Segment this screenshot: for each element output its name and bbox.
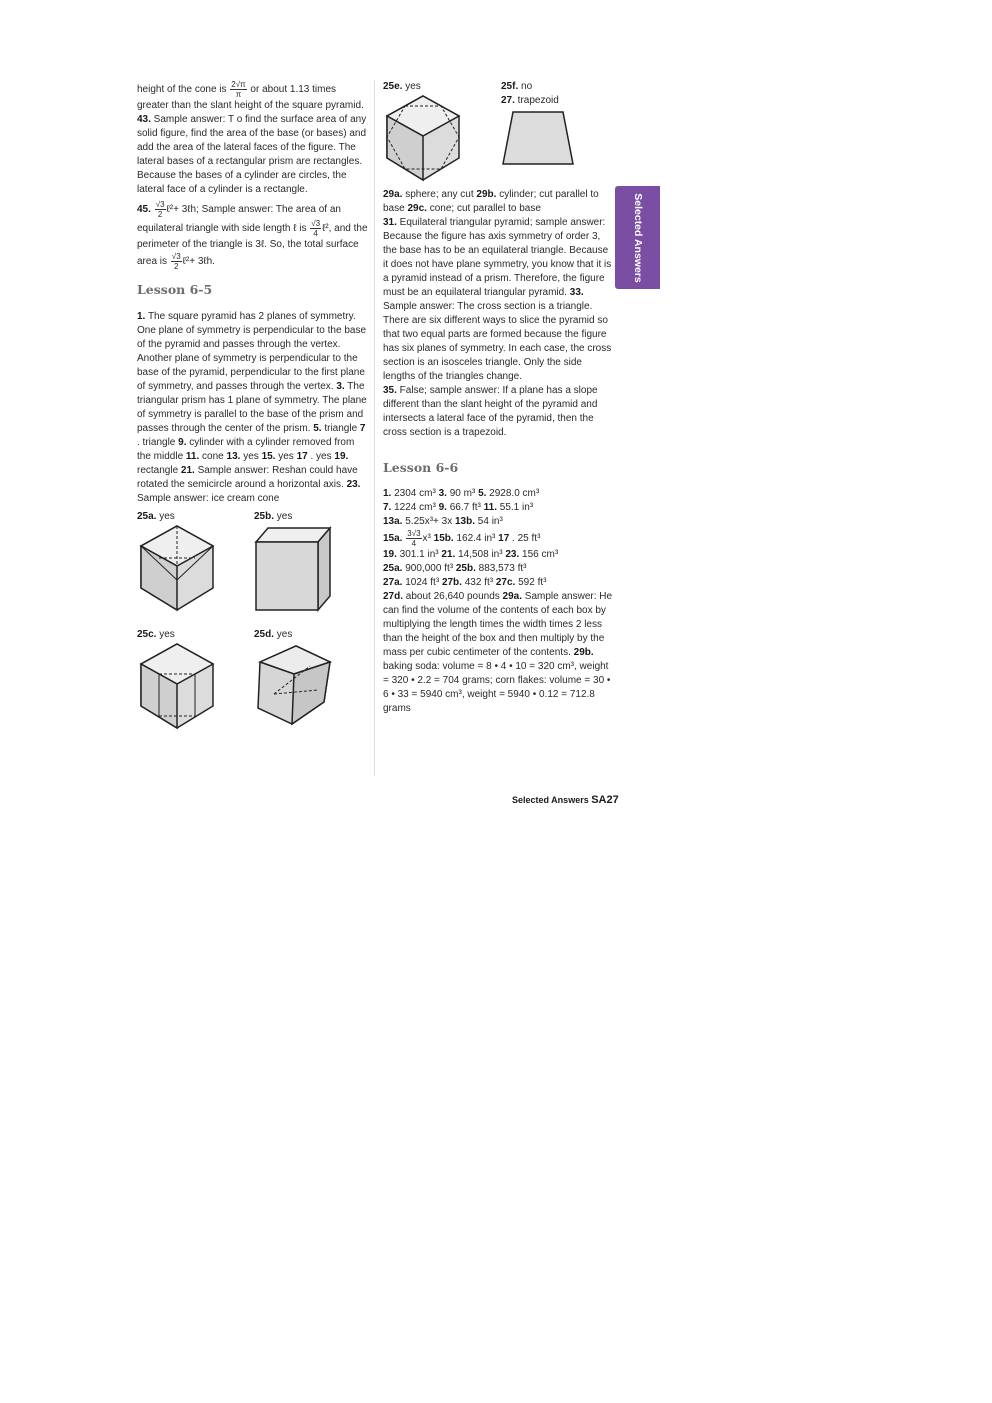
answer-line — [383, 515, 615, 529]
answer-text: 592 ft³ — [515, 577, 547, 588]
answer-number: 43. — [137, 114, 151, 125]
left-column — [137, 80, 369, 746]
answer-text: 900,000 ft³ — [402, 563, 456, 574]
paragraph-cone: height of the cone is $\frac{2√\pi}{\pi}$ or about 1.13 times greater than the slant height of the square pyramid. 43. Sample answer: T o find the surface area of any solid figure, find the area of the base (or bases) and add the area of the lateral faces of the figure. The lateral bases of a rectangular prism are rectangles. Because the bases of a cylinder are circles, the lateral face of a cylinder is a rectangle. — [137, 80, 367, 195]
answer-text: 432 ft³ — [461, 577, 496, 588]
answer-number: 25b. — [455, 563, 476, 574]
answer-text: 301.1 in³ — [396, 549, 442, 560]
answer-text: 90 m³ — [446, 488, 479, 499]
answer-number: 25a. — [383, 563, 403, 574]
answer-line — [383, 576, 615, 590]
answer-line — [383, 548, 615, 562]
answer-line — [383, 562, 615, 576]
answer-text: 883,573 ft³ — [475, 563, 527, 574]
answer-number: 5. — [478, 488, 487, 499]
figure-25a: 25a. yes — [137, 510, 217, 612]
answer-text: 156 cm³ — [519, 549, 559, 560]
answer-number: 45. — [137, 204, 151, 216]
paragraph-45: 45. $\frac{√3}{2}$ ℓ²+ 3ℓh; Sample answer: The area of an equilateral triangle with side length ℓ is $\frac{√3}{4}$ ℓ², and the perimeter of the triangle is 3ℓ. So, the total surface area is $\frac{√3}{2}$ ℓ²+ 3ℓh. — [137, 200, 368, 271]
paragraph-29-35: 29a. sphere; any cut 29b. cylinder; cut parallel to base 29c. cone; cut parallel to base 31. Equilateral triangular pyramid; sample answer: Because the figure has axis symmetry of order 3, the base has to be an equilateral triangle. Because it does not have plane symmetry, you know that it is a pyramid instead of a prism. Therefore, the figure must be an equilateral triangular pyramid. 33. Sample answer: The cross section is a triangle. There are six different ways to slice the pyramid so that two equal parts are formed because the figure has six planes of symmetry. In each case, the cross section is an isosceles triangle. Only the side lengths of the triangles change. 35. False; sample answer: If a plane has a slope different than the slant height of the pyramid and intersects a lateral face of the pyramid, then the cross section is a trapezoid. — [383, 189, 612, 438]
fraction: $\frac{√3}{2}$ — [171, 252, 181, 271]
figure-row-25ef-27 — [383, 80, 615, 188]
footer-label: Selected Answers — [512, 795, 592, 805]
answer-text: 14,508 in³ — [455, 549, 506, 560]
paragraph-lesson-6-5: 1. The square pyramid has 2 planes of symmetry. One plane of symmetry is perpendicular to the base of the pyramid and passes through the vertex. Another plane of symmetry is perpendicular to the base of the pyramid, perpendicular to the first plane of symmetry, and passes through the vertex. 3. The triangular prism has 1 plane of symmetry. The plane of symmetry is parallel to the base of the prism and passes through the center of the prism. 5. triangle 7 . triangle 9. cylinder with a cylinder removed from the middle 11. cone 13. yes 15. yes 17 . yes 19. rectangle 21. Sample answer: Reshan could have rotated the semicircle around a horizontal axis. 23. Sample answer: ice cream cone — [137, 311, 367, 504]
cube-rectangle-cut-figure — [137, 642, 217, 730]
column-divider — [374, 80, 375, 776]
fraction: $\frac{√3}{2}$ — [155, 200, 165, 219]
fraction: $\frac{√3}{4}$ — [311, 219, 321, 238]
figure-row-25ab — [137, 510, 369, 628]
answer-text: 2304 cm³ — [391, 488, 439, 499]
answer-number: 11. — [483, 502, 497, 513]
square-prism-figure — [254, 524, 334, 612]
tab-label: Selected Answers — [631, 192, 644, 283]
answer-text: 162.4 in³ — [453, 533, 499, 545]
answer-number: 17 — [498, 533, 510, 545]
tilted-cube-figure — [254, 642, 334, 730]
answer-number: 13b. — [455, 516, 476, 527]
answer-number: 13a. — [383, 516, 403, 527]
answer-number: 27a. — [383, 577, 403, 588]
answer-line — [383, 501, 615, 515]
figure-25f-27: 25f. no 27. trapezoid — [501, 80, 577, 168]
fraction: $\frac{3√3}{4}$ — [407, 529, 421, 548]
selected-answers-tab[interactable] — [615, 186, 660, 289]
answer-text: 55.1 in³ — [496, 502, 534, 513]
answer-text: 2928.0 cm³ — [486, 488, 540, 499]
figure-25d: 25d. yes — [254, 628, 334, 730]
lesson-6-6-heading: Lesson 6-6 — [383, 460, 459, 475]
answer-text: 1224 cm³ — [391, 502, 439, 513]
answer-number: 19. — [383, 549, 397, 560]
answer-line — [383, 487, 615, 501]
figure-row-25cd — [137, 628, 369, 746]
trapezoid-figure — [501, 108, 577, 168]
answer-text: 1024 ft³ — [402, 577, 442, 588]
lesson-6-5-heading: Lesson 6-5 — [137, 282, 213, 297]
answer-number: 9. — [438, 502, 447, 513]
answer-number: 7. — [383, 502, 392, 513]
page-number: SA27 — [591, 794, 619, 806]
answer-text: 66.7 ft³ — [446, 502, 484, 513]
answer-number: 27c. — [495, 577, 516, 588]
figure-25b: 25b. yes — [254, 510, 334, 612]
answer-text: 5.25x³+ 3x — [402, 516, 455, 527]
answer-number: 27b. — [441, 577, 462, 588]
right-column — [383, 80, 615, 716]
answer-number: 3. — [438, 488, 447, 499]
fraction: $\frac{2√\pi}{\pi}$ — [231, 80, 246, 99]
answer-text: 54 in³ — [475, 516, 503, 527]
page-footer — [512, 794, 619, 806]
answer-number: 23. — [505, 549, 520, 560]
answer-line: 15a. $\frac{3√3}{4}$ x³ 15b. 162.4 in³ 17 . 25 ft³ — [383, 529, 541, 548]
cube-hexagon-cut-figure — [383, 94, 463, 182]
figure-25c: 25c. yes — [137, 628, 217, 730]
answer-text: . 25 ft³ — [509, 533, 541, 545]
paragraph-27d-29: 27d. about 26,640 pounds 29a. Sample answer: He can find the volume of the contents of each box by multiplying the length times the width times 2 less than the height of the box and then multiply by the mass per cubic centimeter of the contents. 29b. baking soda: volume = 8 • 4 • 10 = 320 cm³, weight = 320 • 2.2 = 704 grams; corn flakes: volume = 30 • 6 • 33 = 5940 cm³, weight = 5940 • 0.12 = 712.8 grams — [383, 591, 613, 714]
cube-pyramid-cut-figure — [137, 524, 217, 612]
figure-25e: 25e. yes — [383, 80, 463, 182]
answer-number: 21. — [441, 549, 456, 560]
answers-lesson-6-6 — [383, 487, 615, 716]
answer-number: 15b. — [433, 533, 454, 545]
answer-number: 1. — [383, 488, 392, 499]
